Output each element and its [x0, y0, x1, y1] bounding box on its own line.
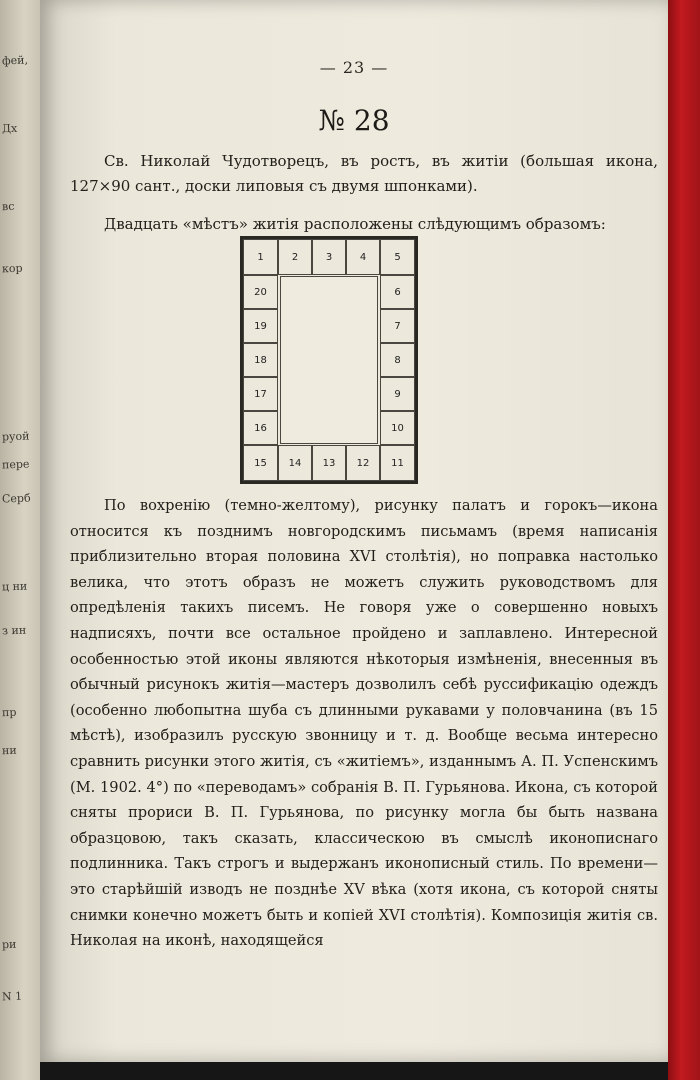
- page-number: — 23 —: [319, 58, 389, 77]
- icon-layout-scheme: [240, 236, 418, 484]
- scheme-intro-paragraph: [70, 212, 658, 237]
- scheme-cell: 15: [243, 445, 278, 481]
- scheme-cell: 18: [243, 343, 278, 377]
- facing-page-fragment: Серб: [1, 491, 31, 506]
- scheme-cell: 1: [243, 239, 278, 275]
- scheme-cell: 4: [346, 239, 380, 275]
- facing-page-fragment: вс: [1, 199, 15, 214]
- item-title-text: Св. Николай Чудотворецъ, въ ростъ, въ житiи (большая икона, 127×90 сант., доски липовыя съ двумя шпонками).: [70, 152, 658, 195]
- scheme-cell: 8: [380, 343, 415, 377]
- scheme-cell: 20: [243, 275, 278, 309]
- scheme-cell: 17: [243, 377, 278, 411]
- facing-page-fragment: ри: [1, 937, 17, 952]
- scheme-intro-text: Двадцать «мѣстъ» житiя расположены слѣдующимъ образомъ:: [104, 215, 606, 233]
- scheme-cell: 5: [380, 239, 415, 275]
- facing-page-fragment: фей,: [1, 53, 29, 68]
- facing-page-fragment: N 1: [1, 989, 23, 1004]
- scheme-cell: 11: [380, 445, 415, 481]
- facing-page-fragment: з ин: [1, 623, 27, 638]
- scheme-cell: 14: [278, 445, 312, 481]
- book-page: [40, 0, 668, 1062]
- scheme-cell: 9: [380, 377, 415, 411]
- scheme-cell: 16: [243, 411, 278, 445]
- facing-page-fragment: пере: [1, 457, 30, 472]
- item-title-paragraph: [70, 149, 658, 199]
- facing-page-fragment: руой: [1, 429, 30, 444]
- facing-page-fragment: кор: [1, 261, 23, 276]
- scheme-cell: 6: [380, 275, 415, 309]
- scheme-cell: 13: [312, 445, 346, 481]
- scheme-cell: 19: [243, 309, 278, 343]
- facing-page-fragment: пр: [1, 705, 17, 720]
- facing-page-fragment: ц ни: [1, 579, 28, 594]
- facing-page-edge: [0, 0, 40, 1080]
- scheme-cell: 7: [380, 309, 415, 343]
- scheme-cell: 12: [346, 445, 380, 481]
- scheme-center-panel: [280, 276, 378, 444]
- scheme-cell: 10: [380, 411, 415, 445]
- scheme-cell: 2: [278, 239, 312, 275]
- scheme-cell: 3: [312, 239, 346, 275]
- facing-page-fragment: ни: [1, 743, 17, 758]
- body-paragraph: [70, 493, 658, 954]
- facing-page-fragment: Дх: [1, 121, 18, 136]
- body-text: По вохренiю (темно-желтому), рисунку палатъ и горокъ—икона относится къ позднимъ новгородскимъ письмамъ (время написанiя приблизительно вторая половина XVI столѣтiя), но поправка настолько велика, что этотъ образъ не можетъ служить руководствомъ для опредѣленiя такихъ писемъ. Не говоря уже о совершенно новыхъ надписяхъ, почти все остальное пройдено и заплавлено. Интересной особенностью этой иконы являются нѣкоторыя измѣненiя, внесенныя въ обычный рисунокъ житiя—мастеръ дозволилъ себѣ руссификацiю одеждъ (особенно любопытна шуба съ длинными рукавами у половчанина (въ 15 мѣстѣ), изобразилъ русскую звонницу и т. д. Вообще весьма интересно сравнить рисунки этого житiя, съ «житiемъ», изданнымъ А. П. Успенскимъ (М. 1902. 4°) по «переводамъ» собранiя В. П. Гурьянова. Икона, съ которой сняты прориси В. П. Гурьянова, по рисунку могла бы быть названа образцовою, такъ сказать, классическою въ смыслѣ иконописнаго подлинника. Такъ строгъ и выдержанъ иконописный стиль. По времени—это старѣйшiй изводъ не позднѣе XV вѣка (хотя икона, съ которой сняты снимки конечно можетъ быть и копiей XVI столѣтiя). Композицiя житiя св. Николая на иконѣ, находящейся: [70, 497, 658, 950]
- item-number-heading: № 28: [318, 104, 390, 137]
- red-book-cover-edge: [668, 0, 700, 1080]
